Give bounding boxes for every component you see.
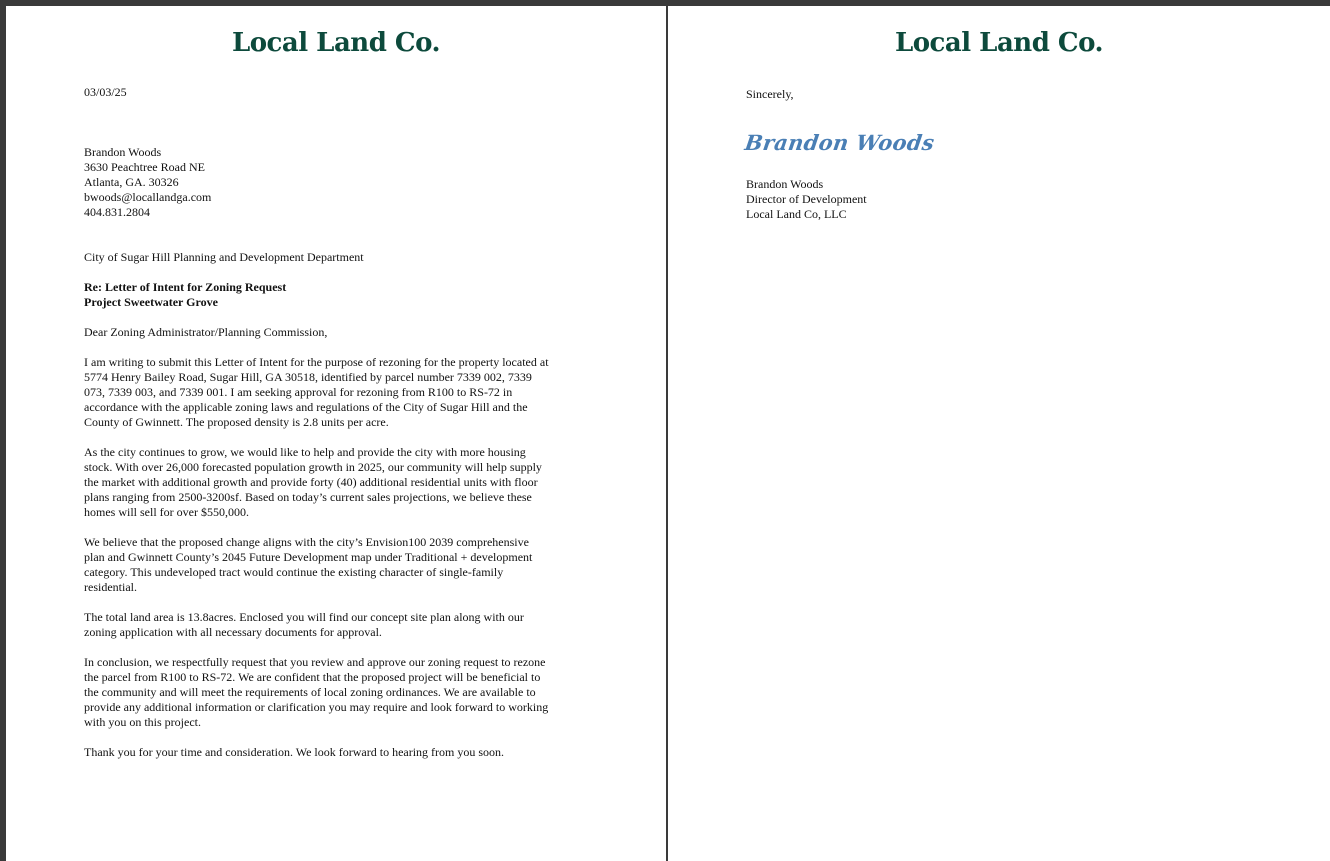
sender-city-state-zip: Atlanta, GA. 30326 <box>84 175 179 189</box>
paragraph-line: the community and will meet the requirements of local zoning ordinances. We are available to <box>84 685 536 699</box>
paragraph-1 <box>84 355 604 430</box>
page-1 <box>6 6 666 861</box>
paragraph-line: with you on this project. <box>84 715 201 729</box>
handwritten-signature: Brandon Woods <box>743 130 937 155</box>
paragraph-line: 073, 7339 003, and 7339 001. I am seeking approval for rezoning from R100 to RS-72 in <box>84 385 513 399</box>
salutation: Dear Zoning Administrator/Planning Commission, <box>84 325 328 339</box>
page-2 <box>668 6 1330 861</box>
paragraph-line: the market with additional growth and provide forty (40) additional residential units with floor <box>84 475 538 489</box>
paragraph-line: zoning application with all necessary documents for approval. <box>84 625 382 639</box>
recipient-line: City of Sugar Hill Planning and Development Department <box>84 250 364 264</box>
signer-title: Director of Development <box>746 192 867 206</box>
paragraph-6 <box>84 745 604 760</box>
paragraph-line: County of Gwinnett. The proposed density is 2.8 units per acre. <box>84 415 389 429</box>
paragraph-4 <box>84 610 604 640</box>
project-name: Project Sweetwater Grove <box>84 295 218 309</box>
paragraph-line: category. This undeveloped tract would continue the existing character of single-family <box>84 565 504 579</box>
letter-date: 03/03/25 <box>84 85 127 99</box>
sender-phone: 404.831.2804 <box>84 205 150 219</box>
paragraph-line: stock. With over 26,000 forecasted population growth in 2025, our community will help supply <box>84 460 542 474</box>
company-logo: Local Land Co. <box>894 28 1104 58</box>
sender-name: Brandon Woods <box>84 145 162 159</box>
paragraph-line: residential. <box>84 580 137 594</box>
paragraph-line: As the city continues to grow, we would like to help and provide the city with more housing <box>84 445 526 459</box>
paragraph-line: the parcel from R100 to RS-72. We are confident that the proposed project will be beneficial to <box>84 670 541 684</box>
paragraph-line: homes will sell for over $550,000. <box>84 505 249 519</box>
signer-company: Local Land Co, LLC <box>746 207 847 221</box>
paragraph-line: accordance with the applicable zoning laws and regulations of the City of Sugar Hill and the <box>84 400 528 414</box>
sender-street: 3630 Peachtree Road NE <box>84 160 205 174</box>
closing: Sincerely, <box>746 87 794 101</box>
paragraph-line: plans ranging from 2500-3200sf. Based on today’s current sales projections, we believe these <box>84 490 532 504</box>
paragraph-line: In conclusion, we respectfully request that you review and approve our zoning request to rezone <box>84 655 546 669</box>
signer-block <box>746 177 867 222</box>
company-logo: Local Land Co. <box>231 28 441 58</box>
paragraph-line: The total land area is 13.8acres. Enclosed you will find our concept site plan along with our <box>84 610 524 624</box>
subject-line: Re: Letter of Intent for Zoning Request <box>84 280 287 294</box>
signer-name: Brandon Woods <box>746 177 824 191</box>
paragraph-3 <box>84 535 604 595</box>
subject-block <box>84 280 286 310</box>
paragraph-5 <box>84 655 604 730</box>
paragraph-line: provide any additional information or clarification you may require and look forward to working <box>84 700 549 714</box>
paragraph-line: plan and Gwinnett County’s 2045 Future Development map under Traditional + development <box>84 550 533 564</box>
sender-email: bwoods@locallandga.com <box>84 190 212 204</box>
paragraph-line: 5774 Henry Bailey Road, Sugar Hill, GA 30518, identified by parcel number 7339 002, 7339 <box>84 370 532 384</box>
paragraph-line: We believe that the proposed change aligns with the city’s Envision100 2039 comprehensive <box>84 535 529 549</box>
paragraph-line: I am writing to submit this Letter of Intent for the purpose of rezoning for the property located at <box>84 355 549 369</box>
sender-address-block <box>84 145 211 220</box>
paragraph-2 <box>84 445 604 520</box>
paragraph-line: Thank you for your time and consideration. We look forward to hearing from you soon. <box>84 745 505 759</box>
